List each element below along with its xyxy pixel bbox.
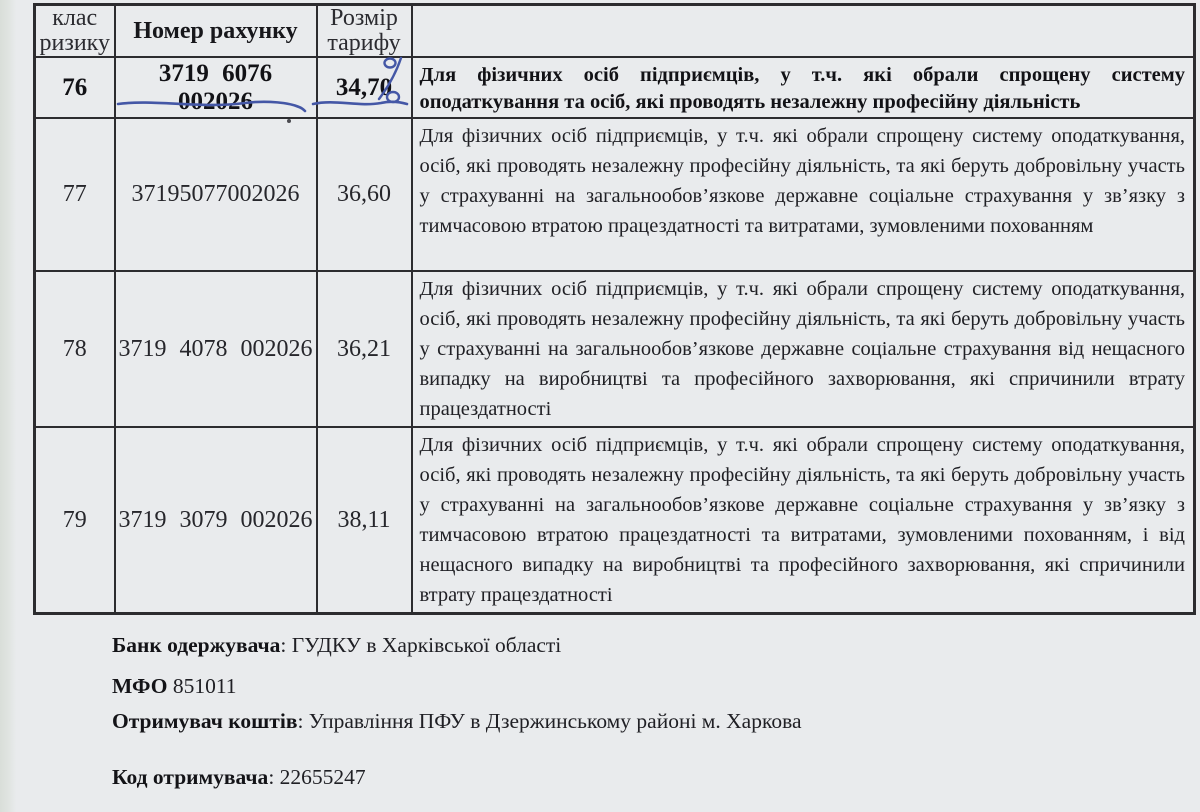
- bank-line: [112, 633, 561, 658]
- account-number-cell: 3719 3079 002026: [115, 427, 317, 614]
- header-account-number: Номер рахунку: [115, 5, 317, 58]
- risk-class-cell: 77: [35, 118, 115, 271]
- description-cell: Для фізичних осіб підприємців, у т.ч. які обрали спрощену систему оподаткування, осіб, які проводять незалежну професійну діяльність, та які беруть добровільну участь у страхуванні на загальнообов’язкове державне соціальне страхування у зв’язку з тимчасовою втратою працездатності та витратами, зумовленими похованням: [412, 118, 1195, 271]
- account-number-cell: 3719 6076 002026: [115, 57, 317, 118]
- recipient-code-label: Код отримувача: [112, 765, 269, 789]
- table-row-76: [35, 57, 1195, 118]
- recipient-code-value: 22655247: [279, 765, 366, 789]
- separator: :: [280, 633, 292, 657]
- header-risk-class: клас ризику: [35, 5, 115, 58]
- table-header-row: [35, 5, 1195, 58]
- separator: :: [297, 709, 309, 733]
- tariff-cell: 38,11: [317, 427, 412, 614]
- tariff-table: [33, 3, 1196, 615]
- account-number-cell: 37195077002026: [115, 118, 317, 271]
- mfo-line: [112, 674, 237, 699]
- separator: :: [268, 765, 280, 789]
- bank-value: ГУДКУ в Харківської області: [291, 633, 562, 657]
- recipient-value: Управління ПФУ в Дзержинському районі м. Харкова: [308, 709, 802, 733]
- recipient-code-line: [112, 765, 366, 790]
- header-description: [412, 5, 1195, 58]
- description-cell: Для фізичних осіб підприємців, у т.ч. які обрали спрощену систему оподаткування, осіб, які проводять незалежну професійну діяльність, та які беруть добровільну участь у страхуванні на загальнообов’язкове державне соціальне страхування у зв’язку з тимчасовою втратою працездатності та витратами, зумовленими похованням, і від нещасного випадку на виробництві та професійного захворювання, які спричинили втрату працездатності: [412, 427, 1195, 614]
- recipient-label: Отримувач коштів: [112, 709, 298, 733]
- description-cell: Для фізичних осіб підприємців, у т.ч. які обрали спрощену систему оподаткування та осіб, які проводять незалежну професійну діяльність: [412, 57, 1195, 118]
- scan-speck: [287, 119, 291, 123]
- risk-class-cell: 76: [35, 57, 115, 118]
- mfo-value: 851011: [172, 674, 237, 698]
- risk-class-cell: 78: [35, 271, 115, 427]
- table-row-77: [35, 118, 1195, 271]
- tariff-cell: 34,70: [317, 57, 412, 118]
- tariff-cell: 36,60: [317, 118, 412, 271]
- header-tariff-size: Розмір тарифу: [317, 5, 412, 58]
- table-row-79: [35, 427, 1195, 614]
- tariff-cell: 36,21: [317, 271, 412, 427]
- recipient-line: [112, 709, 802, 734]
- scan-edge-shadow: [0, 0, 16, 812]
- bank-label: Банк одержувача: [112, 633, 281, 657]
- mfo-label: МФО: [112, 674, 168, 698]
- account-number-cell: 3719 4078 002026: [115, 271, 317, 427]
- description-cell: Для фізичних осіб підприємців, у т.ч. які обрали спрощену систему оподаткування, осіб, які проводять незалежну професійну діяльність, та які беруть добровільну участь у страхуванні на загальнообов’язкове державне соціальне страхування від нещасного випадку на виробництві та професійного захворювання, які спричинили втрату працездатності: [412, 271, 1195, 427]
- risk-class-cell: 79: [35, 427, 115, 614]
- table-row-78: [35, 271, 1195, 427]
